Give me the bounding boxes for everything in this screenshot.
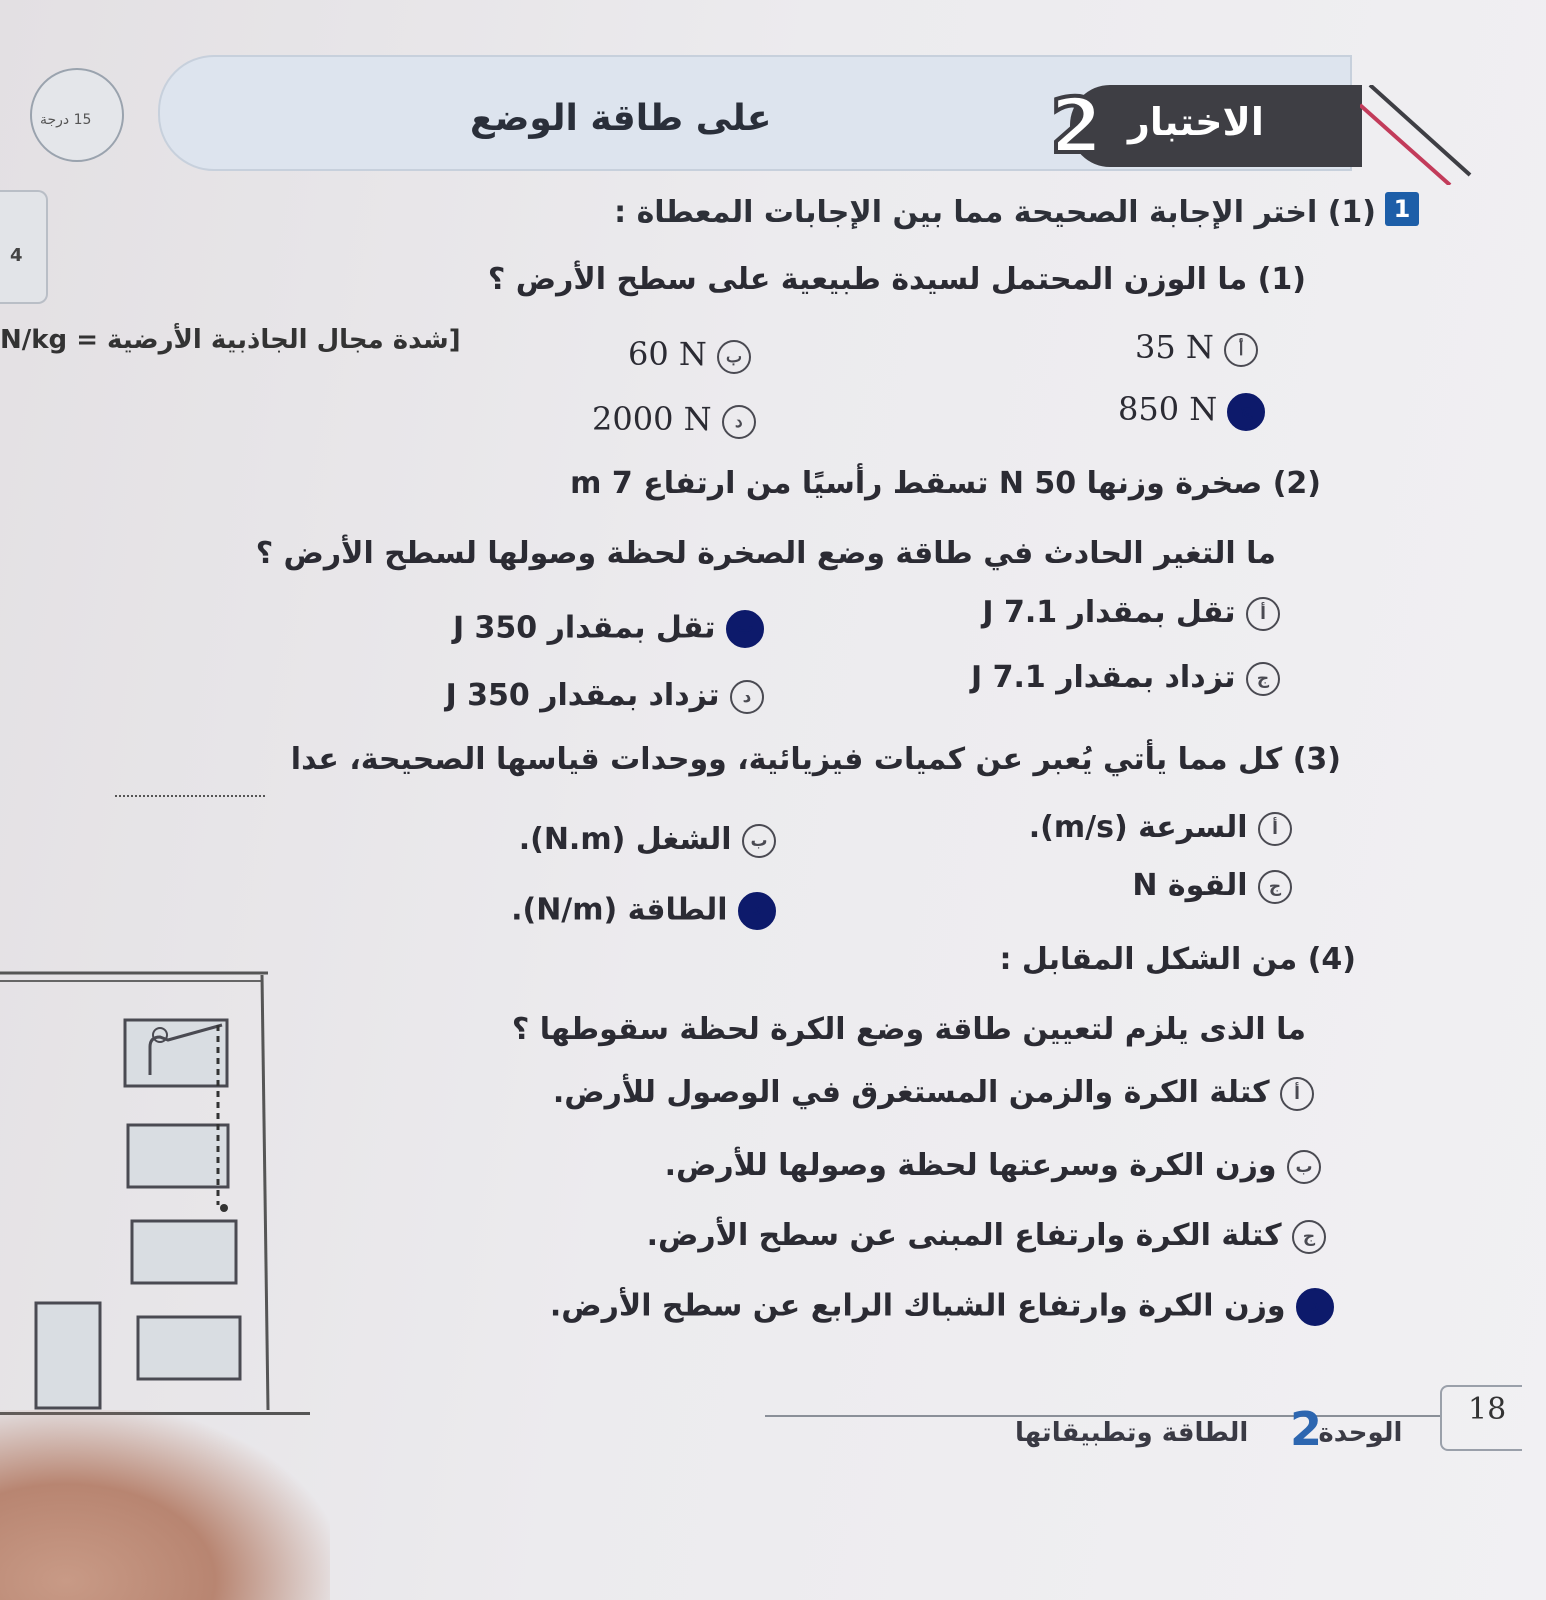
window-2 xyxy=(132,1221,236,1283)
q1-option-d-mark: د xyxy=(722,405,756,439)
q2-option-b-mark-selected: ب xyxy=(726,610,764,648)
q3-option-b-mark: ب xyxy=(742,824,776,858)
q4-option-d[interactable] xyxy=(550,1288,1334,1326)
page-title: على طاقة الوضع xyxy=(470,98,772,139)
decorative-stripes-icon xyxy=(1360,85,1480,185)
question-2-line1: (2) صخرة وزنها N 50 تسقط رأسيًا من ارتفاع 7 m xyxy=(570,466,1321,501)
q3-option-c[interactable] xyxy=(1132,868,1292,904)
question-2-line2: ما التغير الحادث في طاقة وضع الصخرة لحظة وصولها لسطح الأرض ؟ xyxy=(255,536,1276,571)
q3-option-a[interactable] xyxy=(1029,810,1292,846)
side-tab-label: 4 xyxy=(10,245,23,266)
answer-dots xyxy=(115,795,265,797)
q1-option-b-text: 60 N xyxy=(628,335,707,373)
q1-option-d-text: 2000 N xyxy=(592,400,712,438)
q3-option-c-mark: ج xyxy=(1258,870,1292,904)
q4-option-b-mark: ب xyxy=(1287,1150,1321,1184)
question-4-line2: ما الذى يلزم لتعيين طاقة وضع الكرة لحظة سقوطها ؟ xyxy=(511,1012,1306,1047)
q4-option-a[interactable] xyxy=(553,1075,1314,1111)
q1-option-d[interactable] xyxy=(592,400,756,439)
question-3: (3) كل مما يأتي يُعبر عن كميات فيزيائية، ووحدات قياسها الصحيحة، عدا xyxy=(290,742,1341,777)
q1-option-b[interactable] xyxy=(628,335,751,374)
building-figure xyxy=(0,965,270,1420)
window-3 xyxy=(128,1125,228,1187)
q3-option-b-text: الشغل (N.m). xyxy=(518,822,732,857)
q4-option-b[interactable] xyxy=(665,1148,1321,1184)
q1-option-a-mark: أ xyxy=(1224,333,1258,367)
footer-rule xyxy=(765,1415,1440,1417)
q3-option-a-text: السرعة (m/s). xyxy=(1028,810,1248,845)
q2-option-b[interactable] xyxy=(453,610,764,648)
question-1: (1) ما الوزن المحتمل لسيدة طبيعية على سطح الأرض ؟ xyxy=(487,262,1306,297)
q1-option-c-text: 850 N xyxy=(1118,390,1218,428)
q3-option-d-text: الطاقة (N/m). xyxy=(511,892,728,928)
finger-shadow xyxy=(0,1410,330,1600)
score-text: 15 درجة xyxy=(40,112,92,128)
q1-option-c-mark-selected: ج xyxy=(1227,393,1265,431)
q2-option-d[interactable] xyxy=(446,678,764,714)
section-title: (1) اختر الإجابة الصحيحة مما بين الإجابات المعطاة : xyxy=(614,195,1376,230)
q2-option-d-text: تزداد بمقدار J 350 xyxy=(445,678,720,713)
q4-option-d-text: وزن الكرة وارتفاع الشباك الرابع عن سطح الأرض. xyxy=(549,1288,1286,1324)
test-number: 2 xyxy=(1050,81,1103,170)
q3-option-d-mark-selected: د xyxy=(738,892,776,930)
q2-option-d-mark: د xyxy=(730,680,764,714)
q3-option-c-text: القوة N xyxy=(1132,868,1248,903)
q2-option-c[interactable] xyxy=(971,660,1280,696)
q2-option-a[interactable] xyxy=(982,595,1280,631)
q4-option-c[interactable] xyxy=(647,1218,1326,1254)
footer-unit-number: 2 xyxy=(1290,1402,1323,1456)
ball-icon xyxy=(220,1204,228,1212)
footer-unit xyxy=(1015,1418,1402,1448)
q3-option-d[interactable] xyxy=(511,892,776,930)
q3-option-b[interactable] xyxy=(519,822,776,858)
window-1 xyxy=(138,1317,240,1379)
q1-option-a-text: 35 N xyxy=(1135,328,1214,366)
q2-option-a-text: تقل بمقدار J 7.1 xyxy=(982,595,1236,630)
q4-option-a-text: كتلة الكرة والزمن المستغرق في الوصول للأرض. xyxy=(552,1075,1270,1110)
q1-option-a[interactable] xyxy=(1135,328,1258,367)
q2-option-a-mark: أ xyxy=(1246,597,1280,631)
window-4 xyxy=(125,1020,227,1086)
q4-option-c-mark: ج xyxy=(1292,1220,1326,1254)
q4-option-a-mark: أ xyxy=(1280,1077,1314,1111)
q4-option-c-text: كتلة الكرة وارتفاع المبنى عن سطح الأرض. xyxy=(646,1218,1282,1253)
door xyxy=(36,1303,100,1408)
q2-option-c-mark: ج xyxy=(1246,662,1280,696)
page-number: 18 xyxy=(1468,1392,1507,1427)
q1-option-c[interactable] xyxy=(1118,390,1265,431)
question-4-line1: (4) من الشكل المقابل : xyxy=(999,942,1356,977)
q1-option-b-mark: ب xyxy=(717,340,751,374)
test-label: الاختبار xyxy=(1128,100,1264,144)
section-number: 1 xyxy=(1385,192,1419,226)
side-tab xyxy=(0,190,48,304)
q2-option-b-text: تقل بمقدار J 350 xyxy=(452,610,716,646)
footer-unit-title: الطاقة وتطبيقاتها xyxy=(1015,1418,1249,1448)
footer-unit-label: الوحدة xyxy=(1318,1418,1403,1448)
gravity-note: [شدة مجال الجاذبية الأرضية = N/kg xyxy=(0,325,461,355)
q4-option-b-text: وزن الكرة وسرعتها لحظة وصولها للأرض. xyxy=(664,1148,1277,1183)
q3-option-a-mark: أ xyxy=(1258,812,1292,846)
q4-option-d-mark-selected: د xyxy=(1296,1288,1334,1326)
q2-option-c-text: تزداد بمقدار J 7.1 xyxy=(971,660,1236,695)
